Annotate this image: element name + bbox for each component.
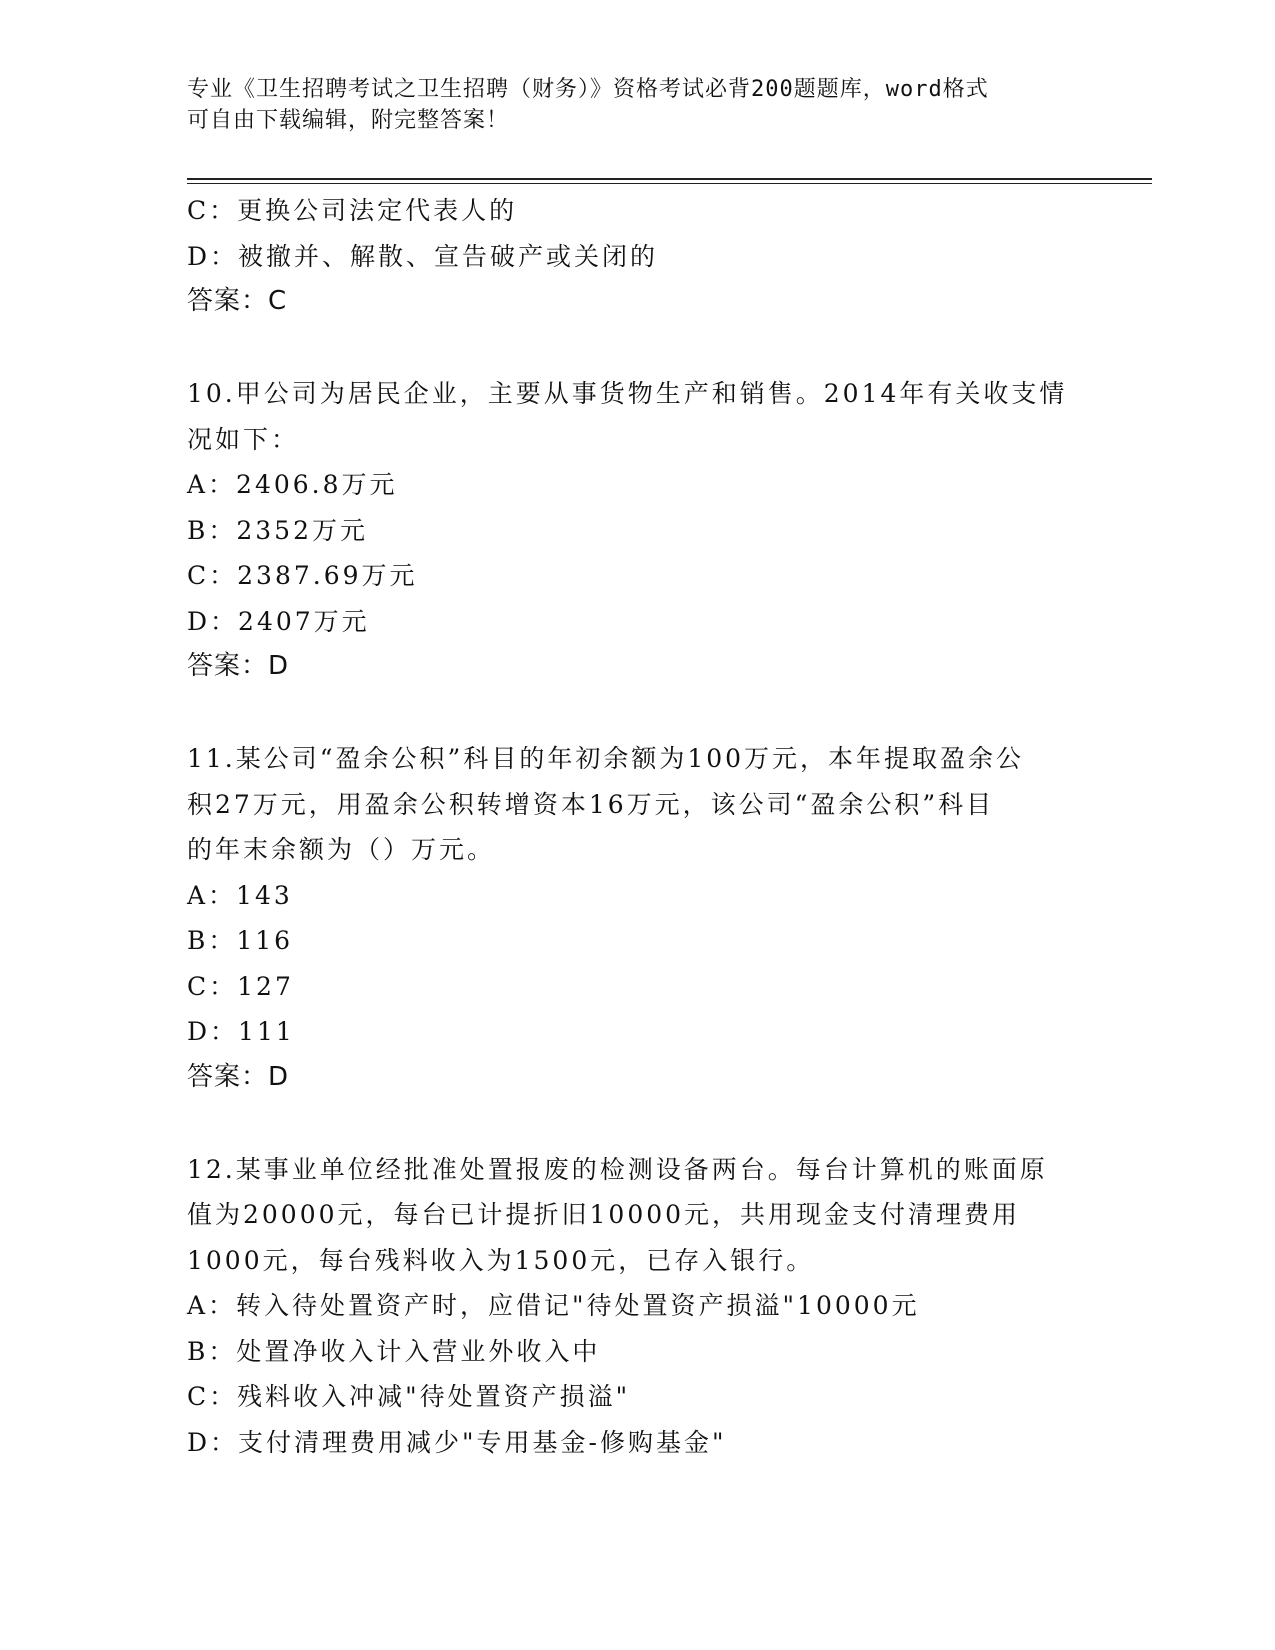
- option-d: D：2407万元: [187, 606, 370, 636]
- header-title-line-1: 专业《卫生招聘考试之卫生招聘（财务）》资格考试必背200题题库，word格式: [187, 77, 989, 102]
- question-11: [187, 736, 1087, 1100]
- question-stem-line: 10.甲公司为居民企业，主要从事货物生产和销售。2014年有关收支情: [187, 379, 1068, 408]
- option-c: C：更换公司法定代表人的: [187, 196, 518, 225]
- question-stem-line: 12.某事业单位经批准处置报废的检测设备两台。每台计算机的账面原: [187, 1154, 1048, 1184]
- answer-line: 答案：C: [187, 286, 288, 316]
- question-stem-line: 11.某公司“盈余公积”科目的年初余额为100万元，本年提取盈余公: [187, 744, 1025, 773]
- option-a: A：143: [187, 880, 293, 910]
- option-b: B：2352万元: [187, 515, 368, 545]
- option-c: C：127: [187, 971, 294, 1001]
- question-stem-line: 况如下：: [187, 424, 300, 454]
- question-stem-line: 1000元，每台残料收入为1500元，已存入银行。: [187, 1245, 815, 1275]
- question-stem-line: 值为20000元，每台已计提折旧10000元，共用现金支付清理费用: [187, 1200, 1021, 1229]
- header-divider-thin: [187, 183, 1152, 184]
- option-b: B：处置净收入计入营业外收入中: [187, 1336, 601, 1366]
- answer-line: 答案：D: [187, 1061, 290, 1092]
- question-spacer: [187, 1100, 1087, 1147]
- option-c: C：残料收入冲减"待处置资产损溢": [187, 1382, 631, 1411]
- page-header: [187, 74, 1087, 136]
- question-stem-line: 积27万元，用盈余公积转增资本16万元，该公司“盈余公积”科目: [187, 789, 995, 819]
- option-a: A：转入待处置资产时，应借记"待处置资产损溢"10000元: [187, 1291, 920, 1320]
- question-spacer: [187, 324, 1087, 371]
- option-d: D：支付清理费用减少"专用基金-修购基金": [187, 1427, 727, 1457]
- question-content: [187, 188, 1087, 1465]
- answer-line: 答案：D: [187, 651, 290, 681]
- option-d: D：被撤并、解散、宣告破产或关闭的: [187, 241, 659, 271]
- question-12: [187, 1147, 1087, 1466]
- header-title-line-2: 可自由下载编辑，附完整答案！: [187, 108, 510, 133]
- question-stem-line: 的年末余额为（）万元。: [187, 835, 496, 864]
- question-10: [187, 371, 1087, 689]
- option-d: D：111: [187, 1017, 295, 1046]
- option-b: B：116: [187, 926, 294, 955]
- question-9-tail: [187, 188, 1087, 324]
- header-divider-thick: [187, 178, 1152, 180]
- option-a: A：2406.8万元: [187, 470, 398, 499]
- option-c: C：2387.69万元: [187, 561, 418, 590]
- question-spacer: [187, 689, 1087, 736]
